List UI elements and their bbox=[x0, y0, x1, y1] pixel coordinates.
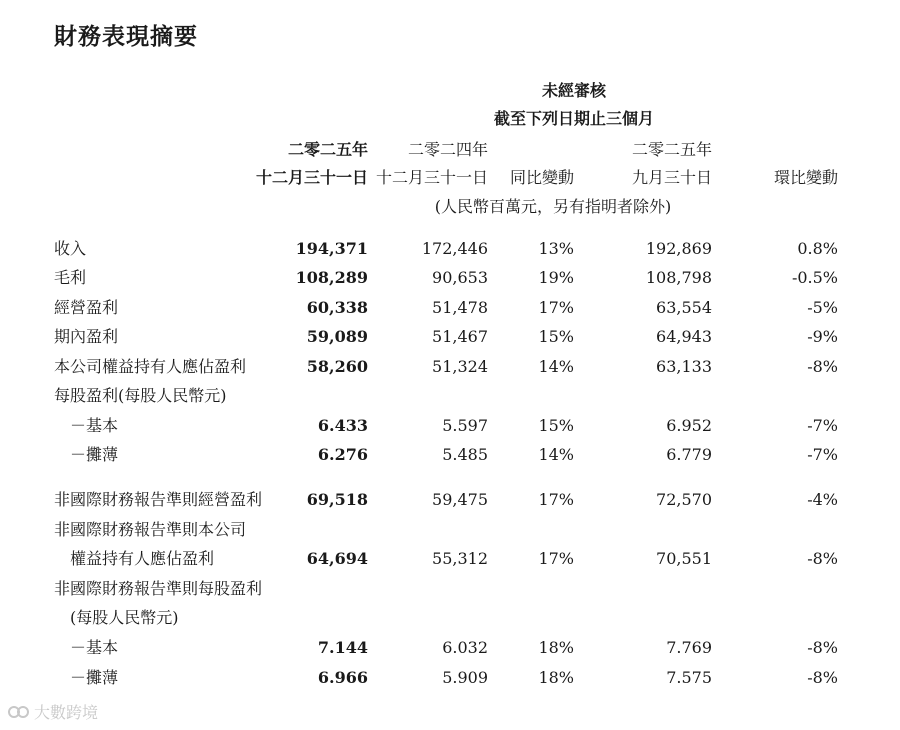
row-value-col1: 6.276 bbox=[317, 445, 368, 464]
logo-icon bbox=[8, 704, 30, 720]
row-label: 非國際財務報告準則每股盈利 bbox=[54, 579, 263, 598]
row-value-col5: -7% bbox=[807, 416, 838, 435]
row-label: 非國際財務報告準則本公司 bbox=[54, 520, 247, 539]
header-period: 截至下列日期止三個月 bbox=[493, 109, 655, 128]
row-value-col2: 51,478 bbox=[432, 298, 488, 317]
row-value-col2: 51,324 bbox=[432, 357, 488, 376]
row-value-col1: 194,371 bbox=[295, 239, 368, 258]
row-label: －攤薄 bbox=[70, 445, 119, 464]
row-value-col4: 7.769 bbox=[666, 638, 712, 657]
row-value-col4: 6.779 bbox=[666, 445, 712, 464]
row-value-col2: 5.597 bbox=[442, 416, 488, 435]
row-value-col4: 192,869 bbox=[645, 239, 712, 258]
row-value-col5: -0.5% bbox=[791, 268, 838, 287]
row-value-col1: 69,518 bbox=[306, 490, 368, 509]
header-col3: 同比變動 bbox=[509, 168, 574, 187]
table-row bbox=[0, 577, 900, 601]
row-value-col4: 72,570 bbox=[656, 490, 712, 509]
row-label: (每股人民幣元) bbox=[70, 608, 179, 627]
table-row bbox=[0, 488, 900, 512]
header-col1-line2: 十二月三十一日 bbox=[255, 168, 368, 187]
row-value-col5: -7% bbox=[807, 445, 838, 464]
row-value-col4: 63,133 bbox=[656, 357, 712, 376]
row-label: 權益持有人應佔盈利 bbox=[70, 549, 215, 568]
row-value-col4: 7.575 bbox=[666, 668, 712, 687]
row-value-col5: -8% bbox=[807, 549, 838, 568]
header-unaudited: 未經審核 bbox=[541, 81, 607, 100]
row-label: 收入 bbox=[54, 239, 87, 258]
row-label: －基本 bbox=[70, 416, 119, 435]
row-value-col5: -5% bbox=[807, 298, 838, 317]
row-value-col2: 55,312 bbox=[432, 549, 488, 568]
table-row bbox=[0, 296, 900, 320]
row-value-col1: 59,089 bbox=[306, 327, 368, 346]
row-value-col5: -8% bbox=[807, 638, 838, 657]
header-col1-line1: 二零二五年 bbox=[287, 140, 368, 159]
row-value-col4: 6.952 bbox=[666, 416, 712, 435]
table-row bbox=[0, 414, 900, 438]
row-value-col5: -9% bbox=[807, 327, 838, 346]
row-value-col3: 17% bbox=[538, 490, 574, 509]
table-row bbox=[0, 325, 900, 349]
row-value-col4: 108,798 bbox=[645, 268, 712, 287]
row-value-col3: 15% bbox=[538, 327, 574, 346]
watermark-text: 大數跨境 bbox=[34, 703, 99, 722]
table-row bbox=[0, 266, 900, 290]
row-value-col3: 17% bbox=[538, 298, 574, 317]
row-value-col3: 18% bbox=[538, 638, 574, 657]
row-value-col2: 6.032 bbox=[442, 638, 488, 657]
row-value-col3: 15% bbox=[538, 416, 574, 435]
row-label: 本公司權益持有人應佔盈利 bbox=[54, 357, 247, 376]
row-value-col2: 51,467 bbox=[432, 327, 488, 346]
row-value-col2: 5.909 bbox=[442, 668, 488, 687]
table-row bbox=[0, 355, 900, 379]
header-col2-line2: 十二月三十一日 bbox=[375, 168, 488, 187]
row-value-col1: 6.966 bbox=[317, 668, 368, 687]
row-label: 期內盈利 bbox=[54, 327, 119, 346]
row-value-col5: 0.8% bbox=[797, 239, 838, 258]
header-col4-line2: 九月三十日 bbox=[631, 168, 712, 187]
header-unit: (人民幣百萬元，另有指明者除外) bbox=[434, 197, 672, 216]
header-col5: 環比變動 bbox=[773, 168, 838, 187]
row-value-col4: 64,943 bbox=[656, 327, 712, 346]
row-value-col2: 59,475 bbox=[432, 490, 488, 509]
row-label: 經營盈利 bbox=[54, 298, 119, 317]
row-value-col2: 90,653 bbox=[432, 268, 488, 287]
row-value-col3: 17% bbox=[538, 549, 574, 568]
row-value-col2: 5.485 bbox=[442, 445, 488, 464]
table-row bbox=[0, 237, 900, 261]
table-row bbox=[0, 518, 900, 542]
table-row bbox=[0, 443, 900, 467]
row-value-col5: -8% bbox=[807, 668, 838, 687]
row-value-col3: 19% bbox=[538, 268, 574, 287]
row-value-col1: 108,289 bbox=[295, 268, 368, 287]
row-value-col1: 64,694 bbox=[306, 549, 368, 568]
row-label: －攤薄 bbox=[70, 668, 119, 687]
row-value-col4: 70,551 bbox=[656, 549, 712, 568]
table-row bbox=[0, 636, 900, 660]
row-label: 非國際財務報告準則經營盈利 bbox=[54, 490, 263, 509]
table-row bbox=[0, 606, 900, 630]
watermark bbox=[8, 700, 98, 723]
row-value-col4: 63,554 bbox=[656, 298, 712, 317]
row-value-col1: 60,338 bbox=[306, 298, 368, 317]
row-label: 毛利 bbox=[54, 268, 87, 287]
row-value-col5: -8% bbox=[807, 357, 838, 376]
row-value-col3: 14% bbox=[538, 445, 574, 464]
row-value-col1: 6.433 bbox=[317, 416, 368, 435]
header-col4-line1: 二零二五年 bbox=[631, 140, 712, 159]
row-value-col3: 13% bbox=[538, 239, 574, 258]
table-row bbox=[0, 666, 900, 690]
row-value-col3: 14% bbox=[538, 357, 574, 376]
row-value-col3: 18% bbox=[538, 668, 574, 687]
table-row bbox=[0, 384, 900, 408]
row-label: －基本 bbox=[70, 638, 119, 657]
page-title: 財務表現摘要 bbox=[54, 24, 198, 50]
row-label: 每股盈利(每股人民幣元) bbox=[54, 386, 227, 405]
table-row bbox=[0, 547, 900, 571]
row-value-col2: 172,446 bbox=[421, 239, 488, 258]
row-value-col1: 7.144 bbox=[317, 638, 368, 657]
row-value-col5: -4% bbox=[807, 490, 838, 509]
row-value-col1: 58,260 bbox=[306, 357, 368, 376]
header-col2-line1: 二零二四年 bbox=[407, 140, 488, 159]
